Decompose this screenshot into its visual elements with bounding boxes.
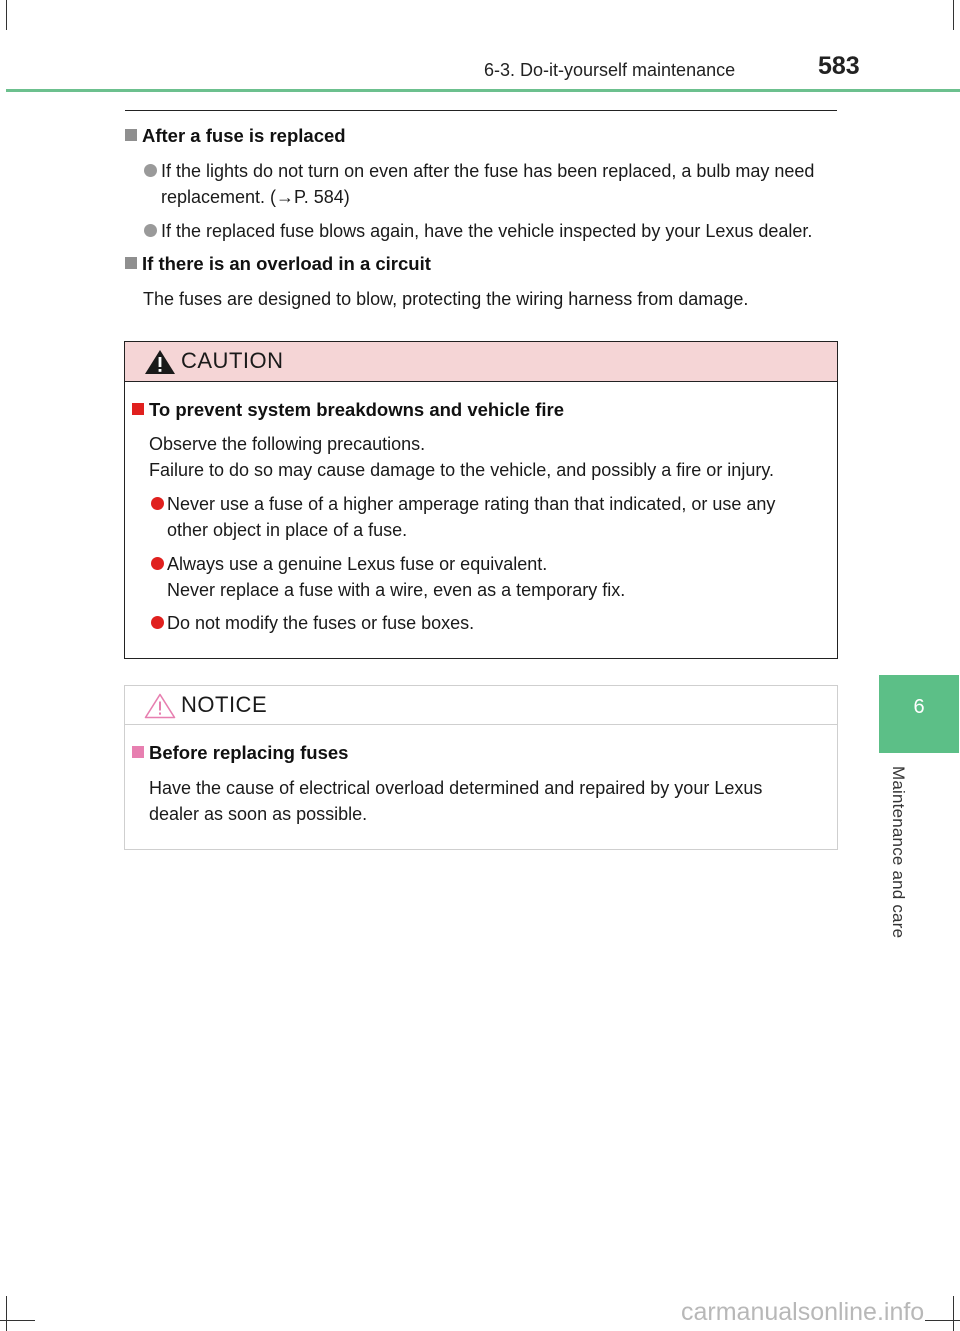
watermark: carmanualsonline.info bbox=[681, 1298, 925, 1326]
chapter-tab[interactable] bbox=[879, 675, 959, 753]
section-heading-text: After a fuse is replaced bbox=[142, 125, 346, 146]
notice-box bbox=[124, 685, 838, 850]
notice-body: Have the cause of electrical overload determined and repaired by your Lexus bbox=[149, 778, 763, 798]
caution-bullet-text: Never use a fuse of a higher amperage rating than that indicated, or use any bbox=[167, 494, 776, 514]
section-body: The fuses are designed to blow, protecting the wiring harness from damage. bbox=[143, 289, 749, 309]
crop-mark bbox=[953, 1296, 954, 1331]
section-title: 6-3. Do-it-yourself maintenance bbox=[484, 60, 736, 80]
square-bullet-icon bbox=[125, 129, 137, 141]
caution-heading bbox=[132, 399, 564, 421]
crop-mark bbox=[925, 1320, 960, 1321]
bullet-icon bbox=[151, 497, 164, 510]
square-bullet-icon bbox=[132, 746, 144, 758]
caution-bullet-text: Always use a genuine Lexus fuse or equivalent. bbox=[167, 554, 548, 574]
content-top-rule bbox=[125, 110, 837, 111]
notice-body: dealer as soon as possible. bbox=[149, 804, 368, 824]
caution-box bbox=[124, 341, 838, 659]
crop-mark bbox=[953, 0, 954, 30]
bullet-icon bbox=[151, 557, 164, 570]
bullet-icon bbox=[144, 224, 157, 237]
bullet-icon bbox=[151, 616, 164, 629]
chapter-title: Maintenance and care bbox=[889, 766, 908, 939]
caution-heading-text: To prevent system breakdowns and vehicle fire bbox=[149, 399, 565, 420]
crop-mark bbox=[6, 0, 7, 30]
notice-title: NOTICE bbox=[181, 692, 268, 717]
notice-triangle-icon bbox=[144, 693, 176, 719]
crop-mark bbox=[6, 1296, 7, 1331]
caution-bullet-text: Do not modify the fuses or fuse boxes. bbox=[167, 613, 475, 633]
bullet-text-cont bbox=[161, 184, 350, 210]
caution-title: CAUTION bbox=[181, 348, 284, 373]
chapter-number: 6 bbox=[913, 696, 925, 718]
header-divider bbox=[6, 89, 960, 92]
caution-intro: Observe the following precautions. bbox=[149, 434, 426, 454]
caution-bullet-text: Never replace a fuse with a wire, even as a temporary fix. bbox=[167, 580, 626, 600]
caution-bullet-text: other object in place of a fuse. bbox=[167, 520, 408, 540]
bullet-text: If the replaced fuse blows again, have the vehicle inspected by your Lexus dealer. bbox=[161, 221, 813, 241]
notice-heading bbox=[132, 742, 348, 764]
page-reference-link[interactable]: replacement. (→P. 584) bbox=[161, 187, 350, 207]
page-number: 583 bbox=[818, 52, 860, 80]
chapter-label bbox=[884, 766, 910, 966]
bullet-text: If the lights do not turn on even after the fuse has been replaced, a bulb may need bbox=[161, 161, 815, 181]
bullet-icon bbox=[144, 164, 157, 177]
caution-intro: Failure to do so may cause damage to the vehicle, and possibly a fire or injury. bbox=[149, 460, 774, 480]
square-bullet-icon bbox=[132, 403, 144, 415]
section-heading bbox=[125, 125, 346, 147]
crop-mark bbox=[0, 1320, 35, 1321]
warning-triangle-icon bbox=[144, 349, 176, 375]
section-heading bbox=[125, 253, 431, 275]
square-bullet-icon bbox=[125, 257, 137, 269]
notice-heading-text: Before replacing fuses bbox=[149, 742, 349, 763]
caution-header bbox=[125, 342, 837, 382]
notice-header bbox=[125, 686, 837, 725]
section-heading-text: If there is an overload in a circuit bbox=[142, 253, 431, 274]
